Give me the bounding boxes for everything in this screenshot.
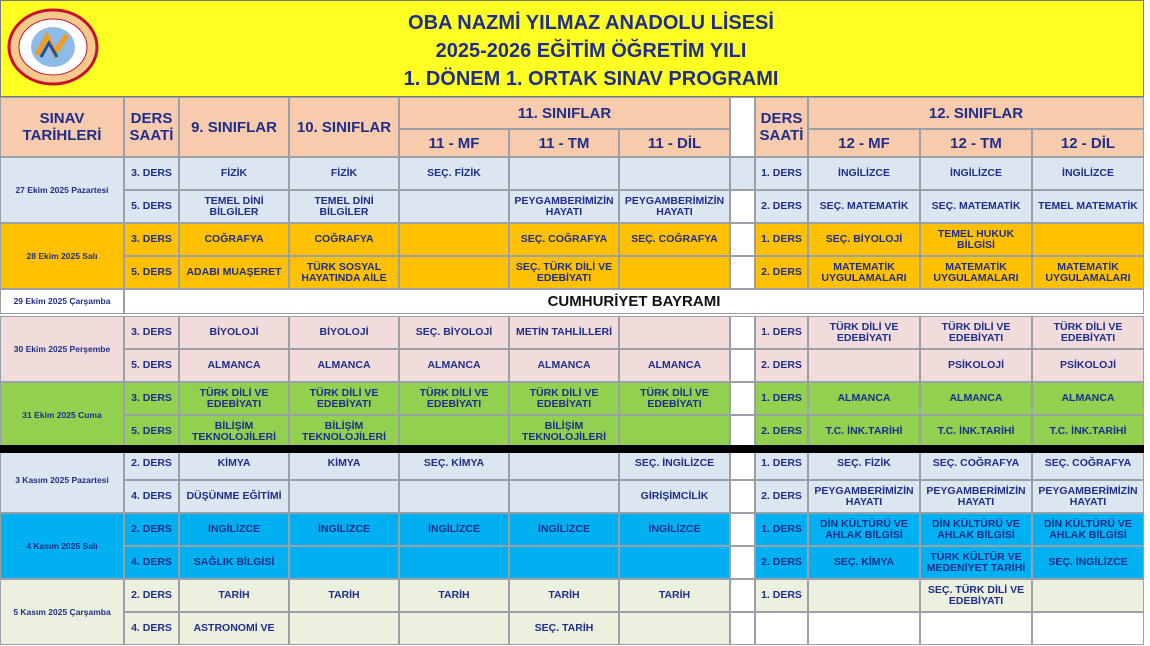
- exam-cell: ALMANCA: [399, 349, 509, 382]
- exam-cell: [619, 415, 730, 448]
- exam-cell: SEÇ. BİYOLOJİ: [399, 316, 509, 349]
- exam-cell: SEÇ. TÜRK DİLİ VE EDEBİYATI: [509, 256, 619, 289]
- exam-cell: ALMANCA: [1032, 382, 1144, 415]
- exam-cell: KİMYA: [179, 447, 289, 480]
- exam-cell: FİZİK: [289, 157, 399, 190]
- header-11-mf: 11 - MF: [399, 129, 509, 157]
- exam-cell: [1032, 223, 1144, 256]
- exam-cell: PEYGAMBERİMİZİN HAYATI: [808, 480, 920, 513]
- period-cell: 2. DERS: [124, 447, 179, 480]
- period-cell: [755, 612, 808, 645]
- period-cell: 4. DERS: [124, 546, 179, 579]
- period-cell: 5. DERS: [124, 415, 179, 448]
- exam-cell: COĞRAFYA: [289, 223, 399, 256]
- exam-date: 27 Ekim 2025 Pazartesi: [0, 157, 124, 223]
- exam-cell: SEÇ. MATEMATİK: [920, 190, 1032, 223]
- exam-cell: MATEMATİK UYGULAMALARI: [920, 256, 1032, 289]
- exam-cell: [808, 579, 920, 612]
- exam-date: 31 Ekim 2025 Cuma: [0, 382, 124, 448]
- exam-cell: [808, 612, 920, 645]
- exam-program-title: 1. DÖNEM 1. ORTAK SINAV PROGRAMI: [403, 68, 779, 90]
- period-cell: 4. DERS: [124, 612, 179, 645]
- exam-cell: [808, 349, 920, 382]
- spacer-cell: [730, 612, 755, 645]
- period-cell: 2. DERS: [755, 190, 808, 223]
- exam-cell: [289, 612, 399, 645]
- exam-cell: T.C. İNK.TARİHİ: [1032, 415, 1144, 448]
- exam-cell: ALMANCA: [509, 349, 619, 382]
- exam-cell: [399, 612, 509, 645]
- spacer-cell: [730, 157, 755, 190]
- period-cell: 1. DERS: [755, 382, 808, 415]
- period-cell: 2. DERS: [124, 513, 179, 546]
- exam-cell: TÜRK DİLİ VE EDEBİYATI: [808, 316, 920, 349]
- exam-cell: ALMANCA: [808, 382, 920, 415]
- period-cell: 4. DERS: [124, 480, 179, 513]
- exam-cell: TÜRK KÜLTÜR VE MEDENİYET TARİHİ: [920, 546, 1032, 579]
- header-dates: SINAV TARİHLERİ: [0, 97, 124, 157]
- header-grade-11: 11. SINIFLAR: [399, 97, 730, 129]
- exam-cell: [399, 223, 509, 256]
- exam-cell: SEÇ. BİYOLOJİ: [808, 223, 920, 256]
- exam-date: 5 Kasım 2025 Çarşamba: [0, 579, 124, 645]
- exam-cell: TEMEL HUKUK BİLGİSİ: [920, 223, 1032, 256]
- exam-cell: İNGİLİZCE: [509, 513, 619, 546]
- exam-date: 30 Ekim 2025 Perşembe: [0, 316, 124, 382]
- week-divider: [0, 445, 1144, 453]
- period-cell: 3. DERS: [124, 223, 179, 256]
- exam-cell: [619, 612, 730, 645]
- header-spacer: [730, 97, 755, 157]
- exam-cell: METİN TAHLİLLERİ: [509, 316, 619, 349]
- exam-cell: PEYGAMBERİMİZİN HAYATI: [619, 190, 730, 223]
- exam-cell: İNGİLİZCE: [399, 513, 509, 546]
- spacer-cell: [730, 480, 755, 513]
- exam-cell: TEMEL DİNİ BİLGİLER: [179, 190, 289, 223]
- exam-cell: TEMEL DİNİ BİLGİLER: [289, 190, 399, 223]
- period-cell: 1. DERS: [755, 316, 808, 349]
- exam-cell: [399, 480, 509, 513]
- header-period: DERS SAATİ: [124, 97, 179, 157]
- exam-cell: SEÇ. MATEMATİK: [808, 190, 920, 223]
- exam-cell: TARİH: [399, 579, 509, 612]
- exam-cell: TÜRK DİLİ VE EDEBİYATI: [179, 382, 289, 415]
- exam-cell: TEMEL MATEMATİK: [1032, 190, 1144, 223]
- exam-cell: PEYGAMBERİMİZİN HAYATI: [1032, 480, 1144, 513]
- exam-cell: DİN KÜLTÜRÜ VE AHLAK BİLGİSİ: [808, 513, 920, 546]
- exam-cell: ASTRONOMİ VE: [179, 612, 289, 645]
- exam-cell: TÜRK DİLİ VE EDEBİYATI: [399, 382, 509, 415]
- header-grade-12: 12. SINIFLAR: [808, 97, 1144, 129]
- header-period-12: DERS SAATİ: [755, 97, 808, 157]
- spacer-cell: [730, 415, 755, 448]
- exam-cell: MATEMATİK UYGULAMALARI: [1032, 256, 1144, 289]
- exam-cell: FİZİK: [179, 157, 289, 190]
- exam-cell: TÜRK SOSYAL HAYATINDA AİLE: [289, 256, 399, 289]
- exam-cell: SEÇ. COĞRAFYA: [1032, 447, 1144, 480]
- period-cell: 2. DERS: [755, 546, 808, 579]
- header-12-tm: 12 - TM: [920, 129, 1032, 157]
- exam-cell: MATEMATİK UYGULAMALARI: [808, 256, 920, 289]
- exam-cell: PEYGAMBERİMİZİN HAYATI: [920, 480, 1032, 513]
- exam-cell: DİN KÜLTÜRÜ VE AHLAK BİLGİSİ: [920, 513, 1032, 546]
- exam-cell: TÜRK DİLİ VE EDEBİYATI: [289, 382, 399, 415]
- exam-cell: SEÇ. FİZİK: [808, 447, 920, 480]
- exam-cell: [399, 415, 509, 448]
- exam-cell: [399, 546, 509, 579]
- exam-cell: [1032, 579, 1144, 612]
- exam-date: 4 Kasım 2025 Salı: [0, 513, 124, 579]
- exam-cell: TÜRK DİLİ VE EDEBİYATI: [920, 316, 1032, 349]
- exam-cell: TÜRK DİLİ VE EDEBİYATI: [509, 382, 619, 415]
- period-cell: 5. DERS: [124, 190, 179, 223]
- exam-cell: TARİH: [619, 579, 730, 612]
- spacer-cell: [730, 256, 755, 289]
- exam-cell: KİMYA: [289, 447, 399, 480]
- exam-date: 3 Kasım 2025 Pazartesi: [0, 447, 124, 513]
- period-cell: 5. DERS: [124, 256, 179, 289]
- spacer-cell: [730, 546, 755, 579]
- period-cell: 1. DERS: [755, 157, 808, 190]
- exam-cell: [289, 480, 399, 513]
- exam-cell: T.C. İNK.TARİHİ: [920, 415, 1032, 448]
- period-cell: 3. DERS: [124, 157, 179, 190]
- period-cell: 2. DERS: [755, 349, 808, 382]
- exam-cell: PSİKOLOJİ: [1032, 349, 1144, 382]
- exam-cell: [289, 546, 399, 579]
- exam-cell: BİLİŞİM TEKNOLOJİLERİ: [179, 415, 289, 448]
- header-12-mf: 12 - MF: [808, 129, 920, 157]
- exam-cell: ADABI MUAŞERET: [179, 256, 289, 289]
- exam-cell: İNGİLİZCE: [920, 157, 1032, 190]
- spacer-cell: [730, 513, 755, 546]
- exam-cell: [619, 157, 730, 190]
- exam-cell: SEÇ. COĞRAFYA: [509, 223, 619, 256]
- period-cell: 2. DERS: [755, 415, 808, 448]
- period-cell: 1. DERS: [755, 447, 808, 480]
- exam-cell: SEÇ. FİZİK: [399, 157, 509, 190]
- exam-cell: TARİH: [179, 579, 289, 612]
- exam-cell: T.C. İNK.TARİHİ: [808, 415, 920, 448]
- exam-cell: ALMANCA: [289, 349, 399, 382]
- spacer-cell: [730, 579, 755, 612]
- academic-year-title: 2025-2026 EĞİTİM ÖĞRETİM YILI: [435, 40, 747, 62]
- exam-cell: [509, 546, 619, 579]
- exam-cell: PSİKOLOJİ: [920, 349, 1032, 382]
- header-11-dil: 11 - DİL: [619, 129, 730, 157]
- exam-cell: [619, 546, 730, 579]
- exam-cell: İNGİLİZCE: [289, 513, 399, 546]
- exam-cell: SEÇ. COĞRAFYA: [619, 223, 730, 256]
- exam-cell: SEÇ. KİMYA: [808, 546, 920, 579]
- holiday-banner: CUMHURİYET BAYRAMI: [124, 289, 1144, 314]
- exam-cell: [1032, 612, 1144, 645]
- period-cell: 2. DERS: [124, 579, 179, 612]
- exam-cell: TÜRK DİLİ VE EDEBİYATI: [619, 382, 730, 415]
- exam-cell: TARİH: [509, 579, 619, 612]
- exam-cell: SEÇ. İNGİLİZCE: [1032, 546, 1144, 579]
- period-cell: 2. DERS: [755, 256, 808, 289]
- exam-cell: ALMANCA: [179, 349, 289, 382]
- exam-cell: [619, 316, 730, 349]
- exam-cell: İNGİLİZCE: [179, 513, 289, 546]
- exam-cell: SEÇ. COĞRAFYA: [920, 447, 1032, 480]
- period-cell: 1. DERS: [755, 579, 808, 612]
- period-cell: 3. DERS: [124, 316, 179, 349]
- exam-cell: BİLİŞİM TEKNOLOJİLERİ: [289, 415, 399, 448]
- exam-cell: DÜŞÜNME EĞİTİMİ: [179, 480, 289, 513]
- exam-cell: BİYOLOJİ: [289, 316, 399, 349]
- header-12-dil: 12 - DİL: [1032, 129, 1144, 157]
- exam-cell: [399, 190, 509, 223]
- exam-cell: DİN KÜLTÜRÜ VE AHLAK BİLGİSİ: [1032, 513, 1144, 546]
- spacer-cell: [730, 316, 755, 349]
- exam-schedule-table: [0, 97, 1144, 646]
- exam-cell: SAĞLIK BİLGİSİ: [179, 546, 289, 579]
- header-grade-10: 10. SINIFLAR: [289, 97, 399, 157]
- exam-cell: [509, 480, 619, 513]
- exam-cell: ALMANCA: [920, 382, 1032, 415]
- exam-cell: BİYOLOJİ: [179, 316, 289, 349]
- exam-cell: COĞRAFYA: [179, 223, 289, 256]
- exam-cell: PEYGAMBERİMİZİN HAYATI: [509, 190, 619, 223]
- spacer-cell: [730, 190, 755, 223]
- exam-cell: [399, 256, 509, 289]
- exam-cell: SEÇ. İNGİLİZCE: [619, 447, 730, 480]
- holiday-date: 29 Ekim 2025 Çarşamba: [0, 289, 124, 314]
- exam-cell: İNGİLİZCE: [808, 157, 920, 190]
- header-grade-9: 9. SINIFLAR: [179, 97, 289, 157]
- spacer-cell: [730, 382, 755, 415]
- exam-cell: GİRİŞİMCİLİK: [619, 480, 730, 513]
- school-title: OBA NAZMİ YILMAZ ANADOLU LİSESİ: [408, 12, 774, 34]
- exam-cell: [920, 612, 1032, 645]
- period-cell: 1. DERS: [755, 513, 808, 546]
- exam-cell: TARİH: [289, 579, 399, 612]
- period-cell: 3. DERS: [124, 382, 179, 415]
- spacer-cell: [730, 349, 755, 382]
- exam-cell: İNGİLİZCE: [619, 513, 730, 546]
- header-11-tm: 11 - TM: [509, 129, 619, 157]
- exam-cell: SEÇ. TÜRK DİLİ VE EDEBİYATI: [920, 579, 1032, 612]
- exam-cell: SEÇ. KİMYA: [399, 447, 509, 480]
- exam-cell: SEÇ. TARİH: [509, 612, 619, 645]
- exam-date: 28 Ekim 2025 Salı: [0, 223, 124, 289]
- period-cell: 2. DERS: [755, 480, 808, 513]
- exam-cell: İNGİLİZCE: [1032, 157, 1144, 190]
- school-logo: [5, 7, 101, 87]
- period-cell: 1. DERS: [755, 223, 808, 256]
- exam-cell: [619, 256, 730, 289]
- title-banner: [0, 0, 1144, 97]
- spacer-cell: [730, 223, 755, 256]
- exam-cell: BİLİŞİM TEKNOLOJİLERİ: [509, 415, 619, 448]
- exam-cell: ALMANCA: [619, 349, 730, 382]
- exam-cell: TÜRK DİLİ VE EDEBİYATI: [1032, 316, 1144, 349]
- period-cell: 5. DERS: [124, 349, 179, 382]
- exam-cell: [509, 157, 619, 190]
